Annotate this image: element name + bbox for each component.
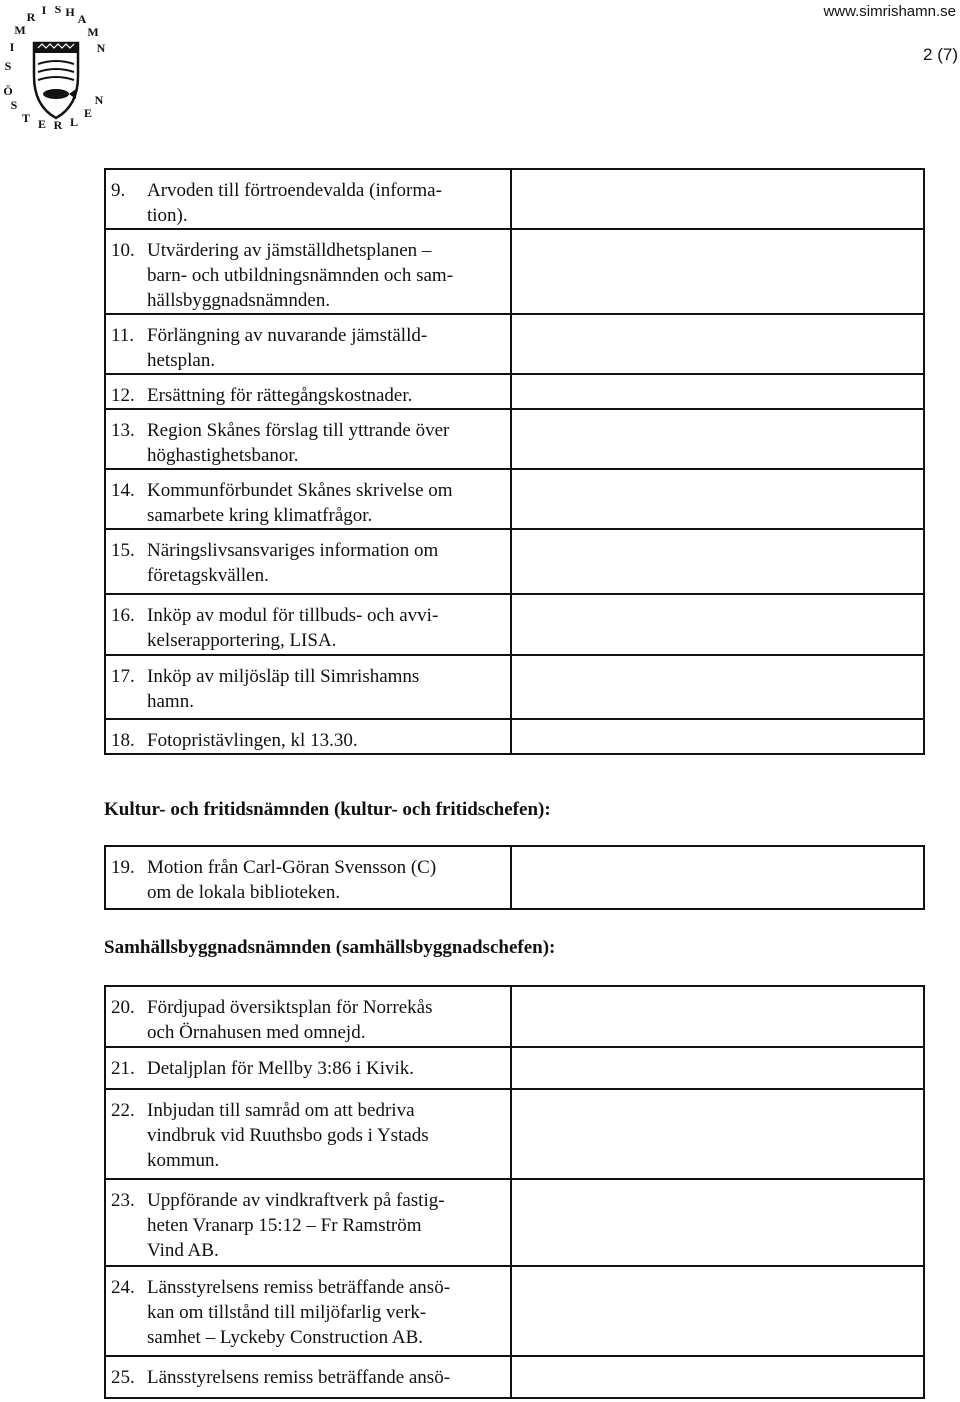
decision-cell bbox=[511, 655, 924, 719]
agenda-item-text: Inbjudan till samråd om att bedriva vindbruk vid Ruuthsbo gods i Ystads kommun. bbox=[147, 1100, 429, 1171]
svg-text:M: M bbox=[14, 23, 26, 37]
decision-cell bbox=[511, 594, 924, 655]
decision-cell bbox=[511, 986, 924, 1047]
svg-text:L: L bbox=[69, 115, 79, 129]
agenda-item-text: Inköp av modul för tillbuds- och avvi- kelserapportering, LISA. bbox=[147, 605, 439, 651]
agenda-item bbox=[106, 375, 510, 408]
agenda-item bbox=[106, 1180, 510, 1263]
agenda-item bbox=[106, 530, 510, 588]
section-heading-samhallsbyggnad: Samhällsbyggnadsnämnden (samhällsbyggnadschefen): bbox=[104, 937, 556, 958]
agenda-item-text: Region Skånes förslag till yttrande över höghastighetsbanor. bbox=[147, 420, 450, 466]
decision-cell bbox=[511, 1356, 924, 1398]
agenda-item-number: 21. bbox=[111, 1058, 135, 1079]
agenda-row bbox=[105, 655, 924, 719]
agenda-row bbox=[105, 1356, 924, 1398]
agenda-item-number: 19. bbox=[111, 857, 135, 878]
agenda-row bbox=[105, 314, 924, 374]
agenda-row bbox=[105, 846, 924, 909]
decision-cell bbox=[511, 229, 924, 314]
svg-text:N: N bbox=[94, 93, 104, 107]
svg-text:R: R bbox=[53, 118, 63, 130]
agenda-item bbox=[106, 1357, 510, 1390]
agenda-item-number: 12. bbox=[111, 385, 135, 406]
agenda-row bbox=[105, 529, 924, 594]
site-url: www.simrishamn.se bbox=[823, 3, 956, 20]
agenda-item-number: 10. bbox=[111, 240, 135, 261]
decision-cell bbox=[511, 846, 924, 909]
agenda-table-samhallsbyggnad bbox=[104, 985, 925, 1399]
svg-text:Ö: Ö bbox=[3, 84, 13, 98]
svg-text:S: S bbox=[4, 59, 12, 73]
agenda-row bbox=[105, 169, 924, 229]
agenda-item-text: Ersättning för rättegångskostnader. bbox=[147, 385, 413, 406]
decision-cell bbox=[511, 1047, 924, 1089]
agenda-item-number: 25. bbox=[111, 1367, 135, 1388]
agenda-item bbox=[106, 410, 510, 468]
decision-cell bbox=[511, 314, 924, 374]
agenda-item-number: 23. bbox=[111, 1190, 135, 1211]
svg-text:E: E bbox=[37, 117, 47, 130]
svg-text:N: N bbox=[96, 41, 106, 55]
decision-cell bbox=[511, 529, 924, 594]
svg-text:I: I bbox=[9, 40, 15, 54]
agenda-item-text: Utvärdering av jämställdhetsplanen – barn- och utbildningsnämnden och sam- hällsbyggnadsnämnden. bbox=[147, 240, 454, 311]
agenda-item-number: 16. bbox=[111, 605, 135, 626]
agenda-item-text: Förlängning av nuvarande jämställd- hetsplan. bbox=[147, 325, 428, 371]
svg-text:T: T bbox=[21, 111, 31, 125]
agenda-item-text: Länsstyrelsens remiss beträffande ansö- bbox=[147, 1367, 451, 1388]
agenda-item-text: Näringslivsansvariges information om företagskvällen. bbox=[147, 540, 439, 586]
agenda-item bbox=[106, 230, 510, 313]
agenda-item-text: Länsstyrelsens remiss beträffande ansö- kan om tillstånd till miljöfarlig verk- samhet – Lyckeby Construction AB. bbox=[147, 1277, 451, 1348]
agenda-item-number: 9. bbox=[111, 180, 126, 201]
agenda-item bbox=[106, 170, 510, 228]
decision-cell bbox=[511, 1266, 924, 1356]
agenda-item-text: Inköp av miljösläp till Simrishamns hamn. bbox=[147, 666, 420, 712]
svg-text:S: S bbox=[54, 6, 62, 16]
agenda-item-text: Motion från Carl-Göran Svensson (C) om de lokala biblioteken. bbox=[147, 857, 437, 903]
agenda-item-number: 11. bbox=[111, 325, 135, 346]
section-heading-kultur: Kultur- och fritidsnämnden (kultur- och fritidschefen): bbox=[104, 799, 551, 820]
agenda-item-number: 24. bbox=[111, 1277, 135, 1298]
agenda-item-number: 13. bbox=[111, 420, 135, 441]
agenda-row bbox=[105, 1179, 924, 1266]
svg-text:I: I bbox=[41, 6, 47, 17]
agenda-row bbox=[105, 469, 924, 529]
agenda-item bbox=[106, 847, 510, 905]
agenda-item bbox=[106, 1048, 510, 1081]
svg-text:S: S bbox=[10, 98, 18, 112]
agenda-item-text: Uppförande av vindkraftverk på fastig- heten Vranarp 15:12 – Fr Ramström Vind AB. bbox=[147, 1190, 445, 1261]
agenda-item bbox=[106, 470, 510, 528]
agenda-item-number: 14. bbox=[111, 480, 135, 501]
decision-cell bbox=[511, 1179, 924, 1266]
agenda-row bbox=[105, 374, 924, 409]
svg-text:E: E bbox=[83, 106, 93, 120]
page-number: 2 (7) bbox=[923, 45, 958, 64]
agenda-item-number: 22. bbox=[111, 1100, 135, 1121]
decision-cell bbox=[511, 719, 924, 754]
agenda-item bbox=[106, 315, 510, 373]
agenda-table-general bbox=[104, 168, 925, 755]
agenda-row bbox=[105, 1266, 924, 1356]
agenda-item-text: Fördjupad översiktsplan för Norrekås och Örnahusen med omnejd. bbox=[147, 997, 433, 1043]
simrishamn-osterlen-logo bbox=[0, 6, 112, 130]
agenda-row bbox=[105, 1047, 924, 1089]
agenda-item bbox=[106, 720, 510, 753]
svg-text:A: A bbox=[77, 12, 87, 26]
svg-text:H: H bbox=[65, 6, 75, 19]
agenda-item bbox=[106, 656, 510, 714]
agenda-item-text: Kommunförbundet Skånes skrivelse om samarbete kring klimatfrågor. bbox=[147, 480, 453, 526]
agenda-item-number: 18. bbox=[111, 730, 135, 751]
agenda-table-kultur bbox=[104, 845, 925, 910]
agenda-row bbox=[105, 1089, 924, 1179]
decision-cell bbox=[511, 469, 924, 529]
agenda-row bbox=[105, 229, 924, 314]
svg-text:R: R bbox=[26, 10, 36, 24]
agenda-row bbox=[105, 594, 924, 655]
agenda-item-text: Fotopristävlingen, kl 13.30. bbox=[147, 730, 358, 751]
agenda-row bbox=[105, 719, 924, 754]
svg-text:M: M bbox=[87, 25, 99, 39]
agenda-item bbox=[106, 595, 510, 653]
decision-cell bbox=[511, 1089, 924, 1179]
agenda-item bbox=[106, 1267, 510, 1350]
agenda-item-number: 15. bbox=[111, 540, 135, 561]
agenda-item-number: 17. bbox=[111, 666, 135, 687]
decision-cell bbox=[511, 169, 924, 229]
decision-cell bbox=[511, 374, 924, 409]
agenda-row bbox=[105, 409, 924, 469]
agenda-item-text: Arvoden till förtroendevalda (informa- tion). bbox=[147, 180, 442, 226]
agenda-item-text: Detaljplan för Mellby 3:86 i Kivik. bbox=[147, 1058, 415, 1079]
agenda-row bbox=[105, 986, 924, 1047]
decision-cell bbox=[511, 409, 924, 469]
agenda-item bbox=[106, 1090, 510, 1173]
agenda-item bbox=[106, 987, 510, 1045]
agenda-item-number: 20. bbox=[111, 997, 135, 1018]
